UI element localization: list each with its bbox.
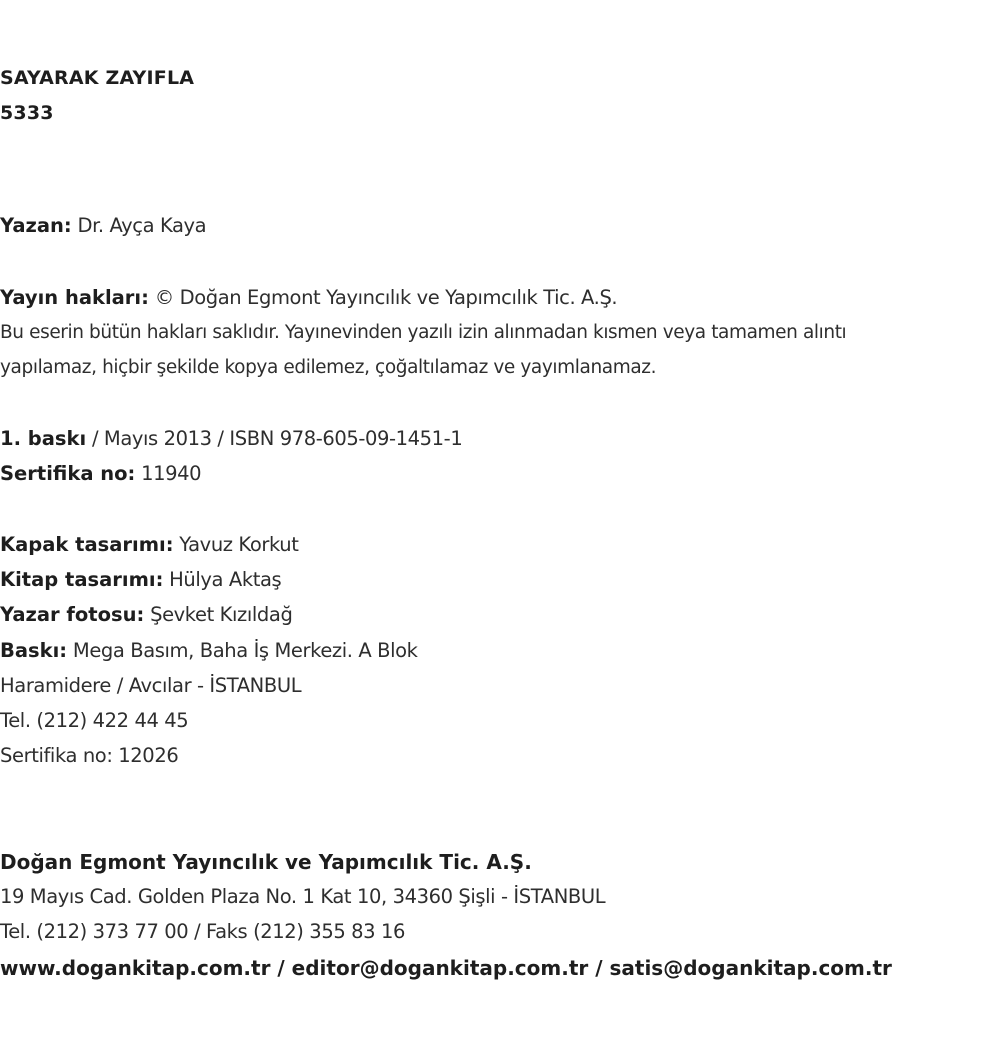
printing-value: Mega Basım, Baha İş Merkezi. A Blok	[67, 639, 418, 662]
publisher-name: Doğan Egmont Yayıncılık ve Yapımcılık Tic. A.Ş.	[0, 850, 532, 874]
rights-line	[0, 286, 617, 310]
edition-label: 1. baskı	[0, 427, 87, 450]
certificate-value: 11940	[135, 462, 202, 485]
credit-value: Şevket Kızıldağ	[144, 603, 293, 626]
credit-label: Yazar fotosu:	[0, 603, 145, 626]
rights-label: Yayın hakları:	[0, 286, 149, 309]
credit-value: Yavuz Korkut	[173, 533, 299, 556]
edition-value: / Mayıs 2013 / ISBN 978-605-09-1451-1	[86, 427, 463, 450]
printing-address: Haramidere / Avcılar - İSTANBUL	[0, 674, 302, 697]
printing-phone: Tel. (212) 422 44 45	[0, 709, 189, 732]
credit-cover-design	[0, 533, 298, 557]
credit-author-photo	[0, 603, 292, 627]
book-title: SAYARAK ZAYIFLA	[0, 67, 195, 89]
credit-label: Kitap tasarımı:	[0, 568, 164, 591]
printing-line	[0, 639, 418, 663]
printing-certificate: Sertifika no: 12026	[0, 744, 179, 767]
author-value: Dr. Ayça Kaya	[71, 214, 207, 237]
edition-line	[0, 427, 462, 451]
rights-notice-line-2: yapılamaz, hiçbir şekilde kopya edilemez, çoğaltılamaz ve yayımlanamaz.	[0, 357, 657, 378]
credit-label: Kapak tasarımı:	[0, 533, 174, 556]
author-line	[0, 214, 206, 238]
credit-value: Hülya Aktaş	[163, 568, 282, 591]
rights-value: © Doğan Egmont Yayıncılık ve Yapımcılık Tic. A.Ş.	[148, 286, 618, 309]
book-code: 5333	[0, 102, 54, 124]
certificate-line	[0, 462, 201, 486]
rights-notice-line-1: Bu eserin bütün hakları saklıdır. Yayınevinden yazılı izin alınmadan kısmen veya tamamen alıntı	[0, 322, 847, 343]
credit-book-design	[0, 568, 281, 592]
certificate-label: Sertifika no:	[0, 462, 136, 485]
printing-label: Baskı:	[0, 639, 68, 662]
publisher-phone-fax: Tel. (212) 373 77 00 / Faks (212) 355 83 16	[0, 920, 405, 943]
author-label: Yazan:	[0, 214, 72, 237]
publisher-web-contacts: www.dogankitap.com.tr / editor@dogankitap.com.tr / satis@dogankitap.com.tr	[0, 956, 892, 980]
publisher-address: 19 Mayıs Cad. Golden Plaza No. 1 Kat 10, 34360 Şişli - İSTANBUL	[0, 885, 606, 908]
